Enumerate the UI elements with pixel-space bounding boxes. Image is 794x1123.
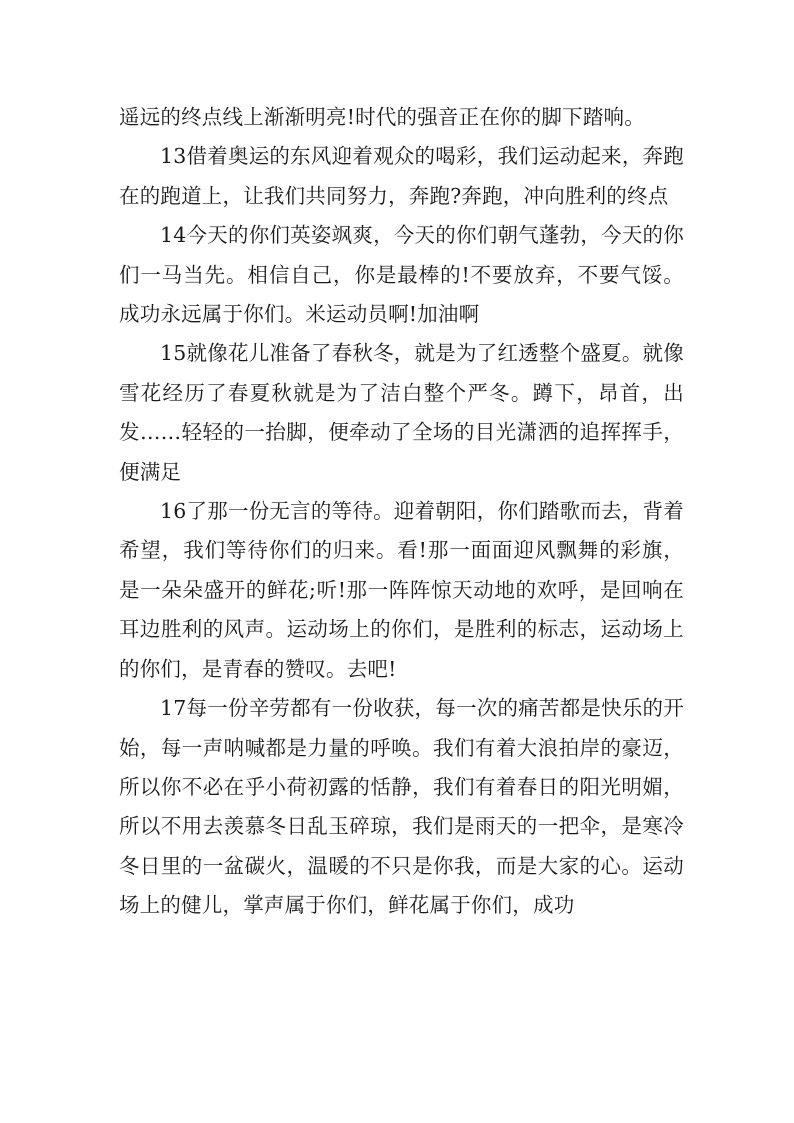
paragraph-17: 17每一份辛劳都有一份收获，每一次的痛苦都是快乐的开始，每一声呐喊都是力量的呼唤。我们有着大浪拍岸的豪迈，所以你不必在乎小荷初露的恬静，我们有着春日的阳光明媚，所以不用去羡慕冬日乱玉碎琼，我们是雨天的一把伞，是寒冷冬日里的一盆碳火，温暖的不只是你我，而是大家的心。运动场上的健儿，掌声属于你们，鲜花属于你们，成功 bbox=[119, 696, 684, 918]
paragraph-14: 14今天的你们英姿飒爽，今天的你们朝气蓬勃，今天的你们一马当先。相信自己，你是最棒的!不要放弃，不要气馁。成功永远属于你们。米运动员啊!加油啊 bbox=[119, 223, 684, 327]
paragraph-13: 13借着奥运的东风迎着观众的喝彩，我们运动起来，奔跑在的跑道上，让我们共同努力，奔跑?奔跑，冲向胜利的终点 bbox=[119, 144, 684, 208]
paragraph-16: 16了那一份无言的等待。迎着朝阳，你们踏歌而去，背着希望，我们等待你们的归来。看!那一面面迎风飘舞的彩旗，是一朵朵盛开的鲜花;听!那一阵阵惊天动地的欢呼，是回响在耳边胜利的风声。运动场上的你们，是胜利的标志，运动场上的你们，是青春的赞叹。去吧! bbox=[119, 499, 684, 681]
paragraph-15: 15就像花儿准备了春秋冬，就是为了红透整个盛夏。就像雪花经历了春夏秋就是为了洁白整个严冬。蹲下，昂首，出发……轻轻的一抬脚，便牵动了全场的目光潇洒的追挥挥手，便满足 bbox=[119, 341, 684, 484]
paragraph-continuation: 遥远的终点线上渐渐明亮!时代的强音正在你的脚下踏响。 bbox=[119, 105, 645, 129]
document-body bbox=[119, 98, 684, 926]
